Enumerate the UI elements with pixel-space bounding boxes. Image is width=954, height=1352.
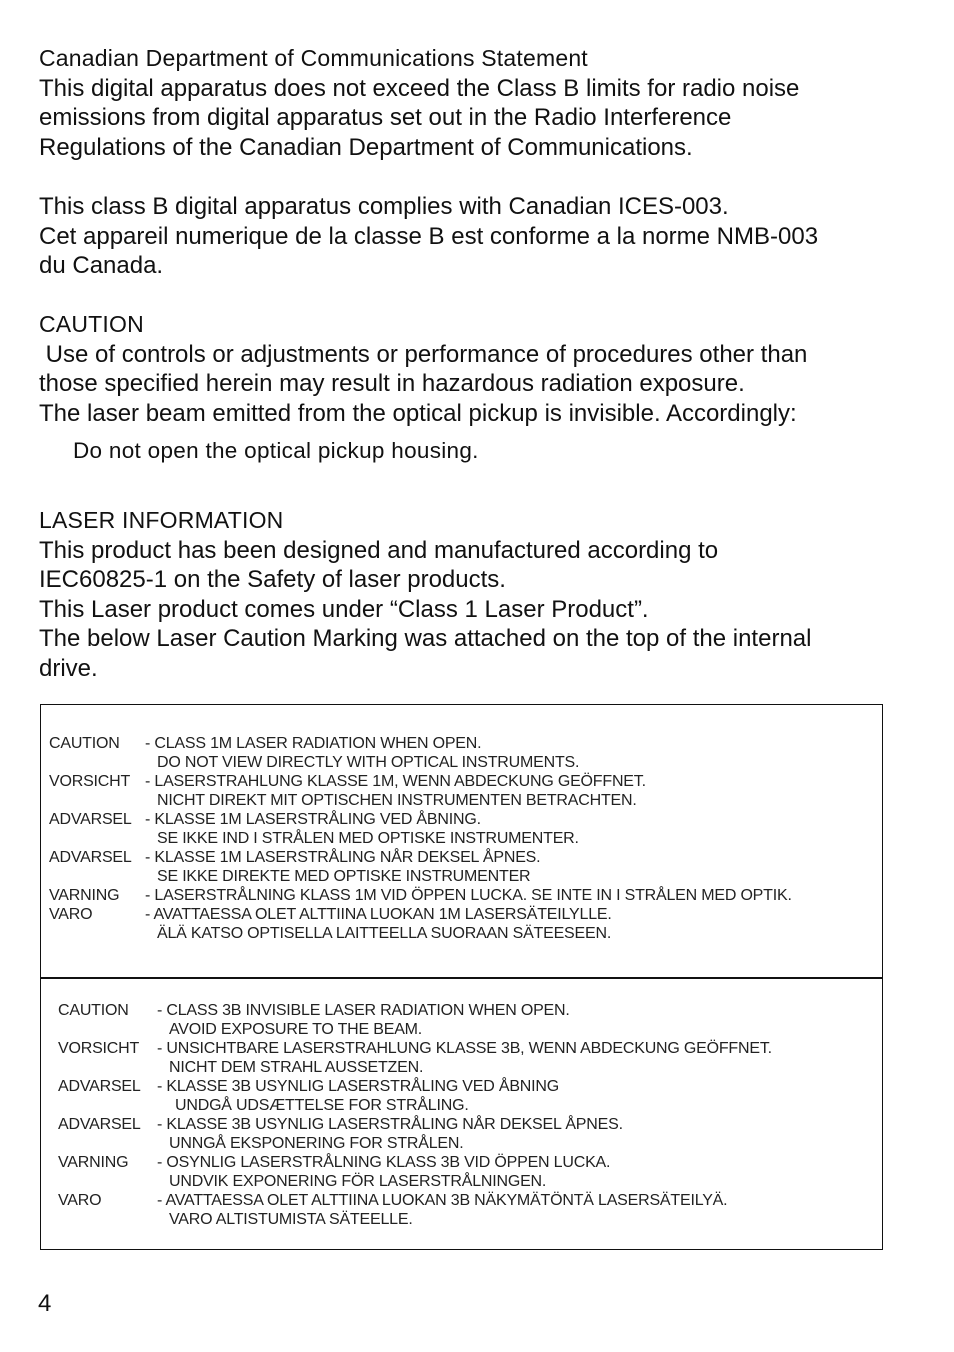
label-row: CAUTION - CLASS 3B INVISIBLE LASER RADIATION WHEN OPEN.	[58, 1002, 570, 1019]
caution-instruction: Do not open the optical pickup housing.	[73, 438, 479, 463]
label-row: DO NOT VIEW DIRECTLY WITH OPTICAL INSTRUMENTS.	[157, 754, 580, 771]
label-row: NICHT DIREKT MIT OPTISCHEN INSTRUMENTEN BETRACHTEN.	[157, 792, 637, 809]
canadian-statement	[39, 44, 909, 162]
ices-line: Cet appareil numerique de la classe B est conforme a la norme NMB-003	[39, 222, 819, 250]
label-row: VARNING - OSYNLIG LASERSTRÅLNING KLASS 3B VID ÖPPEN LUCKA.	[58, 1154, 611, 1171]
laser-info-line: This product has been designed and manufactured according to	[39, 536, 719, 564]
canadian-line: Regulations of the Canadian Department of Communications.	[39, 133, 693, 161]
label-row: ADVARSEL - KLASSE 1M LASERSTRÅLING NÅR DEKSEL ÅPNES.	[49, 849, 541, 866]
caution-heading: CAUTION	[39, 311, 144, 337]
label-row: ADVARSEL - KLASSE 1M LASERSTRÅLING VED ÅBNING.	[49, 811, 481, 828]
label-row: VARO - AVATTAESSA OLET ALTTIINA LUOKAN 3B NÄKYMÄTÖNTÄ LASERSÄTEILYÄ.	[58, 1192, 728, 1209]
label-class-3b	[58, 1001, 772, 1229]
laser-info-line: The below Laser Caution Marking was attached on the top of the internal	[39, 625, 812, 652]
label-row: AVOID EXPOSURE TO THE BEAM.	[169, 1021, 423, 1038]
label-row: VARO ALTISTUMISTA SÄTEELLE.	[169, 1211, 413, 1228]
label-row: SE IKKE IND I STRÅLEN MED OPTISKE INSTRUMENTER.	[157, 830, 579, 847]
label-row: ÄLÄ KATSO OPTISELLA LAITTEELLA SUORAAN SÄTEESEEN.	[157, 925, 612, 942]
label-row: UNDGÅ UDSÆTTELSE FOR STRÅLING.	[175, 1097, 469, 1114]
label-row: ADVARSEL - KLASSE 3B USYNLIG LASERSTRÅLING NÅR DEKSEL ÅPNES.	[58, 1116, 623, 1133]
caution-section	[39, 310, 909, 428]
label-row: VARO - AVATTAESSA OLET ALTTIINA LUOKAN 1M LASERSÄTEILYLLE.	[49, 906, 612, 923]
caution-line: Use of controls or adjustments or performance of procedures other than	[39, 340, 808, 368]
label-row: UNDVIK EXPONERING FÖR LASERSTRÅLNINGEN.	[169, 1173, 547, 1190]
label-row: NICHT DEM STRAHL AUSSETZEN.	[169, 1059, 424, 1076]
laser-info-section	[39, 506, 909, 683]
laser-info-line: This Laser product comes under “Class 1 Laser Product”.	[39, 595, 649, 623]
page-number: 4	[38, 1290, 52, 1317]
laser-info-line: IEC60825-1 on the Safety of laser products.	[39, 566, 506, 593]
canadian-heading: Canadian Department of Communications Statement	[39, 45, 588, 71]
ices-line: This class B digital apparatus complies with Canadian ICES-003.	[39, 193, 729, 220]
laser-info-line: drive.	[39, 654, 98, 682]
label-row: VARNING - LASERSTRÅLNING KLASS 1M VID ÖPPEN LUCKA. SE INTE IN I STRÅLEN MED OPTIK.	[49, 887, 792, 904]
label-row: CAUTION - CLASS 1M LASER RADIATION WHEN OPEN.	[49, 735, 482, 752]
label-divider	[41, 977, 882, 979]
label-row: UNNGÅ EKSPONERING FOR STRÅLEN.	[169, 1135, 464, 1152]
canadian-line: This digital apparatus does not exceed the Class B limits for radio noise	[39, 74, 800, 102]
laser-info-heading: LASER INFORMATION	[39, 507, 284, 533]
laser-caution-marking	[40, 704, 883, 1250]
label-row: VORSICHT - UNSICHTBARE LASERSTRAHLUNG KLASSE 3B, WENN ABDECKUNG GEÖFFNET.	[58, 1040, 772, 1057]
label-row: SE IKKE DIREKTE MED OPTISKE INSTRUMENTER	[157, 868, 531, 885]
caution-line: The laser beam emitted from the optical pickup is invisible. Accordingly:	[39, 399, 797, 427]
ices-line: du Canada.	[39, 252, 164, 279]
canadian-line: emissions from digital apparatus set out in the Radio Interference	[39, 104, 732, 131]
caution-line: those specified herein may result in hazardous radiation exposure.	[39, 370, 745, 397]
label-row: VORSICHT - LASERSTRAHLUNG KLASSE 1M, WENN ABDECKUNG GEÖFFNET.	[49, 773, 646, 790]
label-class-1m	[49, 734, 792, 943]
label-row: ADVARSEL - KLASSE 3B USYNLIG LASERSTRÅLING VED ÅBNING	[58, 1078, 559, 1095]
ices-statement	[39, 192, 909, 281]
